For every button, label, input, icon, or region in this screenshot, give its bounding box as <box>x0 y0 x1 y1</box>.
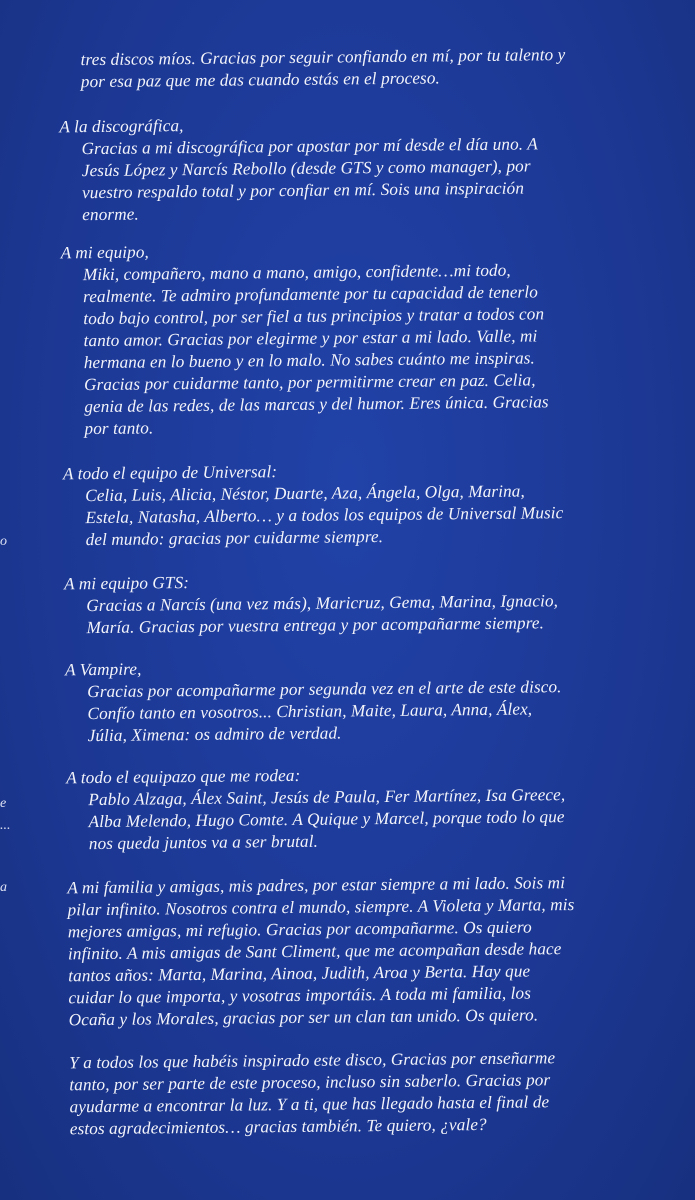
text-line: tanto amor. Gracias por elegirme y por estar a mi lado. Valle, mi <box>83 326 538 351</box>
edge-mark: a <box>0 880 7 895</box>
text-line: vuestro respaldo total y por confiar en mí. Sois una inspiración <box>81 178 525 203</box>
text-line: estos agradecimientos… gracias también. Te quiero, ¿vale? <box>69 1114 487 1139</box>
text-line: María. Gracias por vuestra entrega y por acompañarme siempre. <box>86 613 545 638</box>
section-heading: A Vampire, <box>64 659 142 680</box>
text-line: enorme. <box>82 204 139 225</box>
text-line: Estela, Natasha, Alberto… y a todos los equipos de Universal Music <box>85 503 564 528</box>
text-line: Jesús López y Narcís Rebollo (desde GTS y como manager), por <box>81 156 531 181</box>
text-line: ayudarme a encontrar la luz. Y a ti, que has llegado hasta el final de <box>69 1092 550 1117</box>
text-line: Gracias a mi discográfica por apostar por mí desde el día uno. A <box>81 134 538 159</box>
section-heading: A todo el equipo de Universal: <box>62 462 278 484</box>
text-line: Gracias por acompañarme por segunda vez en el arte de este disco. <box>87 677 562 702</box>
section-heading: A todo el equipazo que me rodea: <box>66 765 301 788</box>
edge-mark: ... <box>0 818 11 833</box>
text-line: realmente. Te admiro profundamente por tu capacidad de tenerlo <box>83 282 538 307</box>
text-line: Confío tanto en vosotros... Christian, Maite, Laura, Anna, Álex, <box>87 699 533 724</box>
text-line: pilar infinito. Nosotros contra el mundo, siempre. A Violeta y Marta, mis <box>67 895 575 920</box>
text-line: hermana en lo bueno y en lo malo. No sabes cuánto me inspiras. <box>83 348 536 373</box>
text-line: del mundo: gracias por cuidarme siempre. <box>85 527 384 550</box>
text-line: Gracias a Narcís (una vez más), Maricruz, Gema, Marina, Ignacio, <box>86 591 559 616</box>
text-line: infinito. A mis amigas de Sant Climent, que me acompañan desde hace <box>67 939 562 964</box>
text-line: Celia, Luis, Alicia, Néstor, Duarte, Aza, Ángela, Olga, Marina, <box>85 481 525 506</box>
text-line: nos queda juntos va a ser brutal. <box>88 831 319 854</box>
text-line: Gracias por cuidarme tanto, por permitirme crear en paz. Celia, <box>83 370 536 395</box>
text-line: tantos años: Marta, Marina, Ainoa, Judith, Aroa y Berta. Hay que <box>68 961 531 986</box>
text-line: cuidar lo que importa, y vosotras importáis. A toda mi familia, los <box>68 983 532 1008</box>
text-line: Júlia, Ximena: os admiro de verdad. <box>87 723 342 746</box>
text-line: Pablo Alzaga, Álex Saint, Jesús de Paula, Fer Martínez, Isa Greece, <box>88 785 566 810</box>
text-line: tres discos míos. Gracias por seguir confiando en mí, por tu talento y <box>80 45 566 70</box>
text-line: Alba Melendo, Hugo Comte. A Quique y Marcel, porque todo lo que <box>88 807 565 832</box>
text-line: Ocaña y los Morales, gracias por ser un clan tan unido. Os quiero. <box>68 1005 539 1030</box>
text-line: A mi familia y amigas, mis padres, por estar siempre a mi lado. Sois mi <box>67 873 566 898</box>
text-line: mejores amigas, mi refugio. Gracias por acompañarme. Os quiero <box>67 917 532 942</box>
text-line: por esa paz que me das cuando estás en el proceso. <box>80 68 440 92</box>
section-heading: A mi equipo GTS: <box>64 573 190 594</box>
text-line: por tanto. <box>84 418 154 439</box>
edge-mark: o <box>0 534 7 549</box>
text-line: genia de las redes, de las marcas y del humor. Eres única. Gracias <box>84 392 549 417</box>
edge-mark: e <box>0 796 7 811</box>
section-heading: A la discográfica, <box>59 116 184 137</box>
text-line: todo bajo control, por ser fiel a tus principios y tratar a todos con <box>83 304 545 329</box>
section-heading: A mi equipo, <box>60 242 149 263</box>
text-line: Miki, compañero, mano a mano, amigo, confidente…mi todo, <box>82 260 511 285</box>
text-line: tanto, por ser parte de este proceso, incluso sin saberlo. Gracias por <box>69 1070 551 1095</box>
text-line: Y a todos los que habéis inspirado este disco, Gracias por enseñarme <box>69 1048 556 1073</box>
